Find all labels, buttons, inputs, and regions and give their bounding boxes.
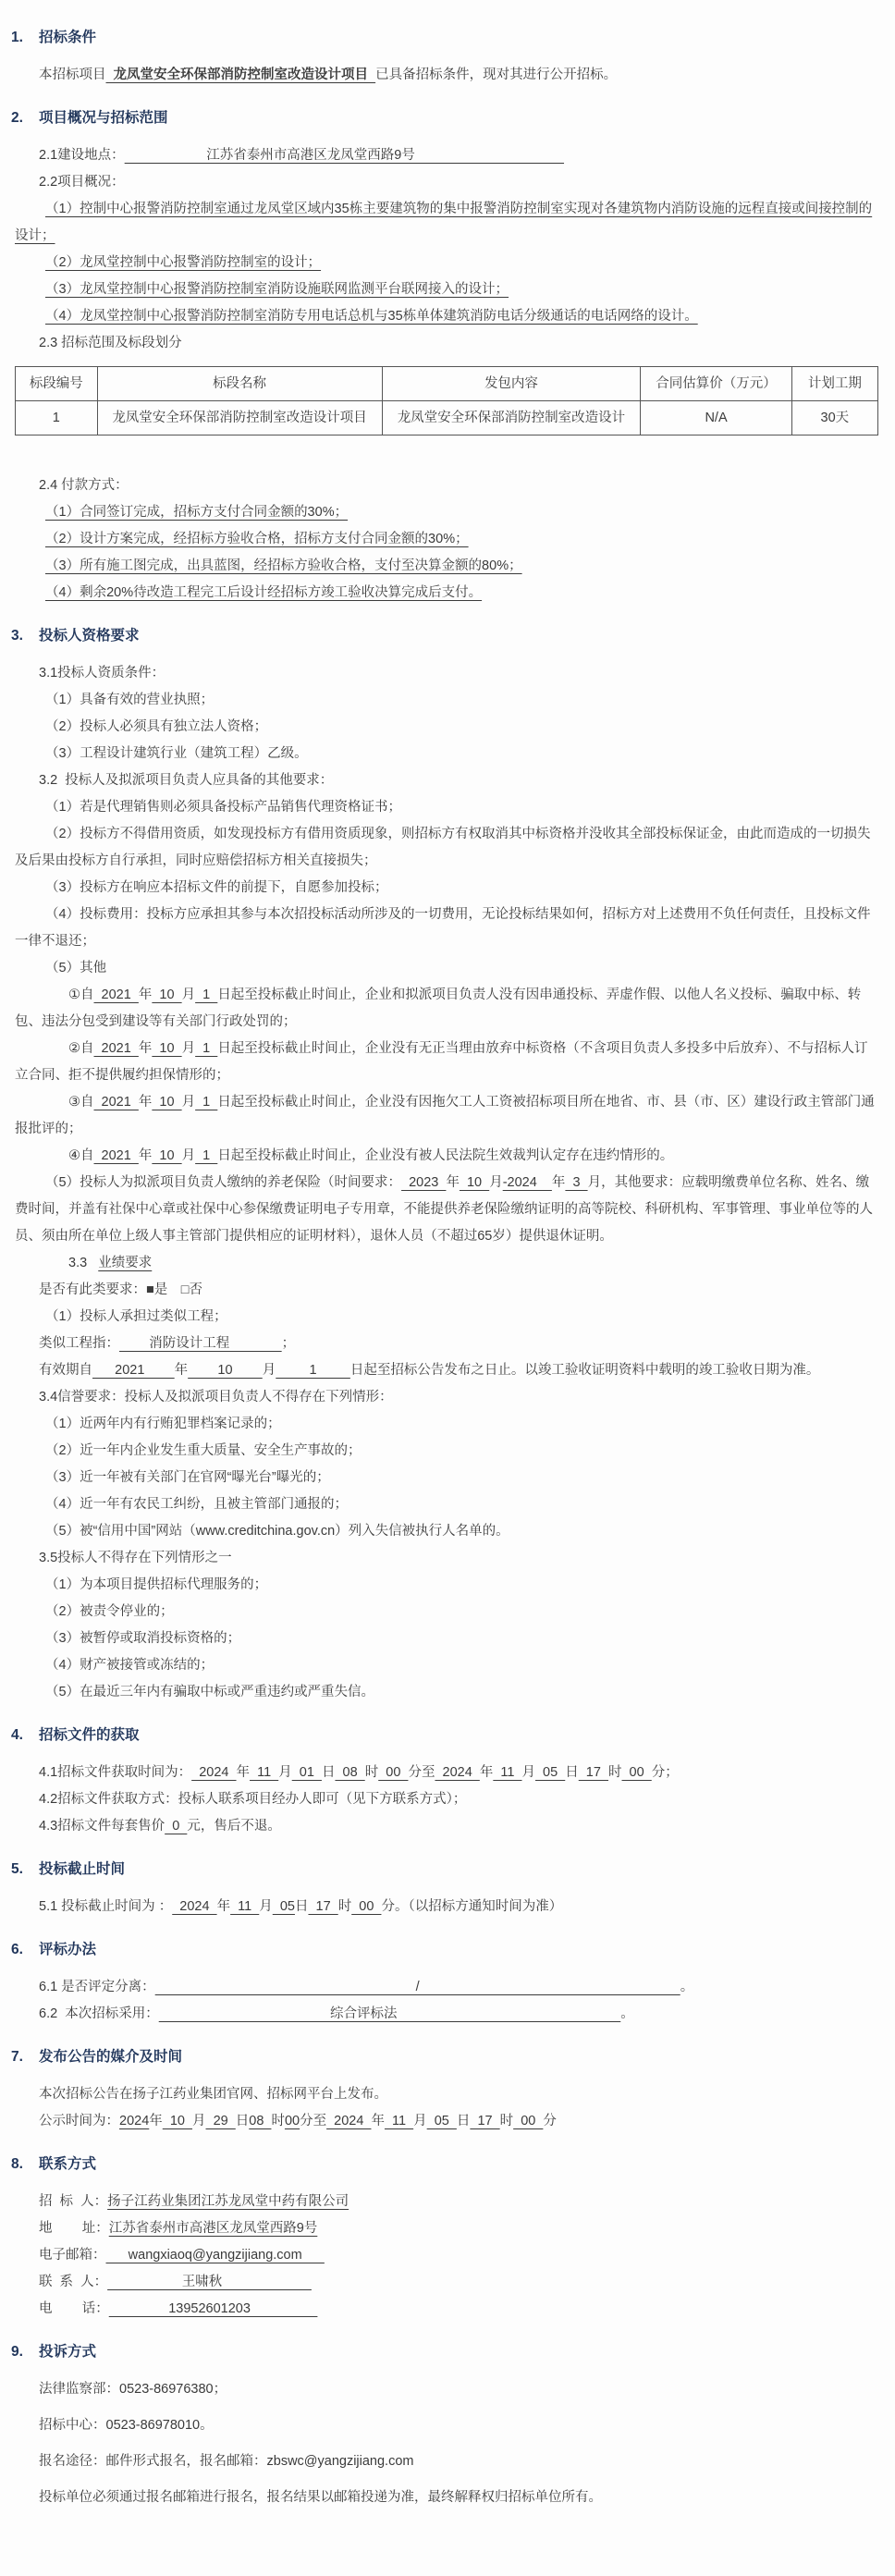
paragraph — [15, 2242, 878, 2269]
paragraph — [15, 955, 878, 982]
text-segment: （1）为本项目提供招标代理服务的； — [45, 1577, 268, 1592]
text-segment: 时 — [271, 2114, 285, 2128]
fill-in-value: 08 — [335, 1765, 365, 1780]
fill-in-value: 2024 — [119, 2114, 150, 2128]
paragraph — [15, 1974, 878, 2001]
text-segment: 3.1投标人资质条件： — [39, 666, 166, 681]
text-segment: 时 — [499, 2114, 514, 2128]
fill-in-value: 10 — [152, 987, 182, 1002]
heading-number: 1. — [11, 30, 23, 45]
fill-in-value: 2021 — [93, 1148, 139, 1163]
paragraph — [15, 1491, 878, 1518]
fill-in-value: 01 — [291, 1765, 322, 1780]
paragraph — [15, 2448, 878, 2475]
table-header-cell: 合同估算价（万元） — [641, 367, 791, 401]
fill-in-value: / — [154, 1980, 680, 1994]
table-header-cell: 发包内容 — [382, 367, 641, 401]
text-segment: 电子邮箱： — [39, 2248, 106, 2263]
text-segment: 报名途径：邮件形式报名，报名邮箱：zbswc@yangzijiang.com — [39, 2454, 414, 2469]
fill-in-value: 2024 — [191, 1765, 237, 1780]
fill-in-value: 00 — [378, 1765, 409, 1780]
paragraph — [15, 1786, 878, 1813]
text-segment: 5.1 投标截止时间为 ： — [39, 1899, 173, 1914]
fill-in-value: 05 — [426, 2114, 457, 2128]
heading-title: 投诉方式 — [39, 2344, 97, 2360]
fill-in-value: （2）龙凤堂控制中心报警消防控制室的设计； — [45, 255, 322, 270]
fill-in-value: 10 — [152, 1095, 182, 1110]
paragraph — [15, 1411, 878, 1438]
text-segment: 分； — [651, 1765, 679, 1780]
paragraph — [15, 2412, 878, 2439]
text-segment: ②自 — [68, 1041, 94, 1056]
fill-in-value: 17 — [470, 2114, 500, 2128]
paragraph — [15, 580, 878, 607]
text-segment: 时 — [608, 1765, 622, 1780]
paragraph — [15, 2189, 878, 2215]
text-segment: 年 — [138, 987, 153, 1002]
text-segment: （4）财产被接管或冻结的； — [45, 1658, 215, 1673]
heading-title: 招标文件的获取 — [39, 1727, 140, 1743]
fill-in-value: 05 — [272, 1899, 295, 1914]
text-segment: 月，其他要求：应载明缴费单位名称、姓名、缴费时间，并盖有社保中心章或社保中心参保缴费证明电子专用章，不能提供养老保险缴纳证明的高等院校、科研机构、军事管理、事业单位等的人员、须由所在单位上级人事主管部门提供相应的证明材料），退休人员（不超过65岁）提供退休证明。 — [15, 1175, 873, 1244]
fill-in-value: 08 — [249, 2114, 272, 2128]
table-cell: 1 — [16, 401, 98, 435]
paragraph — [15, 142, 878, 169]
text-segment: 3.4信誉要求：投标人及拟派项目负责人不得存在下列情形： — [39, 1390, 393, 1405]
table-header-cell: 计划工期 — [791, 367, 877, 401]
paragraph — [15, 1625, 878, 1652]
text-segment: 月 — [181, 987, 196, 1002]
text-segment: （1）若是代理销售则必须具备投标产品销售代理资格证书； — [45, 800, 402, 815]
paragraph — [15, 2484, 878, 2511]
fill-in-value: 29 — [205, 2114, 236, 2128]
paragraph — [15, 1894, 878, 1920]
text-segment: 日起至招标公告发布之日止。以竣工验收证明资料中载明的竣工验收日期为准。 — [349, 1363, 820, 1378]
text-segment: （3）工程设计建筑行业（建筑工程）乙级。 — [45, 746, 308, 761]
paragraph — [15, 1813, 878, 1840]
table-cell: N/A — [641, 401, 791, 435]
fill-in-value: 江苏省泰州市高港区龙凤堂西路9号 — [124, 148, 565, 163]
heading-number: 4. — [11, 1727, 23, 1743]
text-segment: 分至 — [300, 2114, 327, 2128]
paragraph — [15, 875, 878, 902]
text-segment: 2.1建设地点： — [39, 148, 125, 163]
text-segment: （1）近两年内有行贿犯罪档案记录的； — [45, 1417, 281, 1431]
paragraph — [15, 902, 878, 955]
fill-in-value: 1 — [195, 987, 218, 1002]
fill-in-value: （3）龙凤堂控制中心报警消防控制室消防设施联网监测平台联网接入的设计； — [45, 282, 509, 297]
text-segment: ③自 — [68, 1095, 94, 1110]
fill-in-value: 11 — [493, 1765, 522, 1780]
fill-in-value: 2021 — [92, 1363, 175, 1378]
text-segment: 年 — [138, 1095, 153, 1110]
bid-sections-table — [15, 366, 878, 435]
text-segment: 是 — [153, 1282, 181, 1297]
text-segment: 投标单位必须通过报名邮箱进行报名，报名结果以邮箱投递为准，最终解释权归招标单位所有。 — [39, 2490, 602, 2505]
fill-in-value: 1 — [195, 1148, 218, 1163]
text-segment: 电 话： — [39, 2301, 109, 2316]
text-segment: （1）具备有效的营业执照； — [45, 693, 215, 707]
text-segment: 年 — [479, 1765, 494, 1780]
text-segment: （5）在最近三年内有骗取中标或严重违约或严重失信。 — [45, 1685, 375, 1699]
table-row — [16, 401, 878, 435]
text-segment: 4.3招标文件每套售价 — [39, 1819, 166, 1834]
text-segment: 时 — [364, 1765, 379, 1780]
text-segment: 年 — [371, 2114, 385, 2128]
paragraph — [15, 2001, 878, 2028]
table-cell: 30天 — [791, 401, 877, 435]
text-segment: 日 — [565, 1765, 579, 1780]
paragraph — [15, 303, 878, 330]
fill-in-value: （4）剩余20%待改造工程完工后设计经招标方竣工验收决算完成后支付。 — [45, 585, 483, 600]
fill-in-value: 10 — [162, 2114, 193, 2128]
paragraph — [15, 767, 878, 794]
fill-in-value: （3）所有施工图完成，出具蓝图，经招标方验收合格，支付至决算金额的80%； — [45, 558, 522, 573]
text-segment: 分 — [543, 2114, 557, 2128]
heading-number: 5. — [11, 1861, 23, 1877]
text-segment: 2.4 付款方式： — [39, 478, 129, 493]
fill-in-value: 13952601203 — [108, 2301, 318, 2316]
paragraph — [15, 2108, 878, 2135]
text-segment: 时 — [337, 1899, 352, 1914]
text-segment: 招标中心：0523-86978010。 — [39, 2418, 214, 2433]
text-segment: 年 — [138, 1041, 153, 1056]
fill-in-value: （4）龙凤堂控制中心报警消防控制室消防专用电话总机与35栋单体建筑消防电话分级通话的电话网络的设计。 — [45, 309, 698, 324]
text-segment: （4）投标费用：投标方应承担其参与本次招投标活动所涉及的一切费用，无论投标结果如何，招标方对上述费用不负任何责任，且投标文件一律不退还； — [15, 907, 871, 949]
text-segment: 招 标 人： — [39, 2194, 108, 2209]
paragraph — [15, 169, 878, 196]
paragraph — [15, 1572, 878, 1599]
text-segment: 联 系 人： — [39, 2275, 108, 2289]
fill-in-value: -2024 — [502, 1175, 552, 1190]
text-segment: 元，售后不退。 — [187, 1819, 281, 1834]
fill-in-value: 2021 — [93, 987, 139, 1002]
paragraph — [15, 794, 878, 821]
text-segment: 本次招标公告在扬子江药业集团官网、招标网平台上发布。 — [39, 2087, 387, 2102]
paragraph — [15, 687, 878, 714]
fill-in-value: 2021 — [93, 1095, 139, 1110]
fill-in-value: 11 — [230, 1899, 260, 1914]
paragraph — [15, 276, 878, 303]
text-segment: 月 — [259, 1899, 273, 1914]
text-segment: 日起至投标截止时间止，企业没有无正当理由放弃中标资格（不含项目负责人多投多中后放弃）、不与招标人订立合同、拒不提供履约担保情形的； — [15, 1041, 868, 1083]
fill-in-value: 1 — [195, 1041, 218, 1056]
heading-title: 联系方式 — [39, 2156, 97, 2172]
checkbox-no-icon: □ — [180, 1282, 190, 1297]
fill-in-value: 龙凤堂安全环保部消防控制室改造设计项目 — [105, 67, 376, 82]
paragraph — [15, 2215, 878, 2242]
section-heading — [11, 2043, 878, 2070]
fill-in-value: 11 — [384, 2114, 414, 2128]
fill-in-value: （2）设计方案完成，经招标方验收合格，招标方支付合同金额的30%； — [45, 532, 469, 546]
paragraph — [15, 2296, 878, 2323]
text-segment: 年 — [446, 1175, 460, 1190]
document-body — [11, 24, 878, 2511]
paragraph — [15, 821, 878, 875]
table-header-cell: 标段编号 — [16, 367, 98, 401]
section-heading — [11, 24, 878, 51]
text-segment: 月 — [521, 1765, 535, 1780]
text-segment: 月 — [181, 1095, 196, 1110]
fill-in-value: 10 — [152, 1041, 182, 1056]
text-segment: （3）被暂停或取消投标资格的； — [45, 1631, 241, 1646]
fill-in-value: 10 — [152, 1148, 182, 1163]
heading-title: 投标截止时间 — [39, 1861, 126, 1877]
paragraph — [15, 499, 878, 526]
text-segment: 公示时间为： — [39, 2114, 119, 2128]
paragraph — [15, 1357, 878, 1384]
paragraph — [15, 1277, 878, 1304]
table-header-row — [16, 367, 878, 401]
text-segment: 3.2 投标人及拟派项目负责人应具备的其他要求： — [39, 773, 334, 788]
fill-in-value: 00 — [621, 1765, 652, 1780]
fill-in-value: 0 — [165, 1819, 188, 1834]
text-segment: 月 — [192, 2114, 206, 2128]
paragraph — [15, 62, 878, 89]
paragraph — [15, 1599, 878, 1625]
paragraph — [15, 1652, 878, 1679]
paragraph — [15, 250, 878, 276]
text-segment: 月 — [413, 2114, 427, 2128]
paragraph — [15, 714, 878, 741]
text-segment: 日 — [294, 1899, 309, 1914]
paragraph — [15, 1331, 878, 1357]
text-segment: （1）投标人承担过类似工程； — [45, 1309, 227, 1324]
fill-in-value: 扬子江药业集团江苏龙凤堂中药有限公司 — [107, 2194, 349, 2209]
fill-in-value: 3 — [565, 1175, 588, 1190]
text-segment: 日起至投标截止时间止，企业和拟派项目负责人没有因串通投标、弄虚作假、以他人名义投标、骗取中标、转包、违法分包受到建设等有关部门行政处罚的； — [15, 987, 862, 1029]
fill-in-value: 17 — [578, 1765, 608, 1780]
text-segment: （2）投标方不得借用资质，如发现投标方有借用资质现象，则招标方有权取消其中标资格并没收其全部投标保证金，由此而造成的一切损失及后果由投标方自行承担，同时应赔偿招标方相关直接损失； — [15, 827, 871, 868]
text-segment: 分。（以招标方通知时间为准） — [381, 1899, 563, 1914]
fill-in-value: 17 — [308, 1899, 338, 1914]
paragraph — [15, 1465, 878, 1491]
text-segment: 日 — [235, 2114, 250, 2128]
fill-in-value: （1）合同签订完成，招标方支付合同金额的30%； — [45, 505, 349, 520]
heading-number: 2. — [11, 110, 23, 126]
fill-in-value: 1 — [195, 1095, 218, 1110]
heading-number: 9. — [11, 2344, 23, 2360]
paragraph — [15, 1384, 878, 1411]
text-segment: 3.5投标人不得存在下列情形之一 — [39, 1551, 232, 1565]
section-heading — [11, 1936, 878, 1963]
paragraph — [15, 1545, 878, 1572]
heading-number: 8. — [11, 2156, 23, 2172]
section-heading — [11, 2338, 878, 2365]
paragraph — [15, 2376, 878, 2403]
text-segment: 6.1 是否评定分离： — [39, 1980, 155, 1994]
section-heading — [11, 2151, 878, 2177]
heading-title: 项目概况与招标范围 — [39, 110, 168, 126]
fill-in-value: 10 — [459, 1175, 490, 1190]
fill-in-value: 1 — [276, 1363, 350, 1378]
heading-title: 投标人资格要求 — [39, 628, 140, 644]
text-segment: 月 — [489, 1175, 503, 1190]
section-heading — [11, 1856, 878, 1883]
text-segment: 日 — [321, 1765, 336, 1780]
text-segment: 月 — [181, 1041, 196, 1056]
text-segment: 3.3 — [68, 1256, 99, 1270]
text-segment: 4.2招标文件获取方式：投标人联系项目经办人即可（见下方联系方式）； — [39, 1792, 467, 1807]
table-cell: 龙凤堂安全环保部消防控制室改造设计项目 — [97, 401, 382, 435]
paragraph — [15, 1036, 878, 1089]
fill-in-value: 00 — [284, 2114, 300, 2128]
text-segment: （5）被“信用中国”网站（www.creditchina.gov.cn）列入失信被执行人名单的。 — [45, 1524, 509, 1539]
text-segment: 2.2项目概况： — [39, 175, 125, 190]
fill-in-value: 2024 — [326, 2114, 372, 2128]
paragraph — [15, 1304, 878, 1331]
table-cell: 龙凤堂安全环保部消防控制室改造设计 — [382, 401, 641, 435]
table-header-cell: 标段名称 — [97, 367, 382, 401]
fill-in-value: 2021 — [93, 1041, 139, 1056]
text-segment: 月 — [262, 1363, 276, 1378]
text-segment: （3）近一年被有关部门在官网“曝光台”曝光的； — [45, 1470, 330, 1485]
fill-in-value: wangxiaoq@yangzijiang.com — [105, 2248, 325, 2263]
fill-in-value: 消防设计工程 — [119, 1336, 282, 1351]
heading-number: 7. — [11, 2049, 23, 2065]
text-segment: 法律监察部：0523-86976380； — [39, 2382, 227, 2397]
text-segment: 2.3 招标范围及标段划分 — [39, 336, 182, 350]
text-segment: ； — [281, 1336, 296, 1351]
paragraph — [15, 1250, 878, 1277]
paragraph — [15, 982, 878, 1036]
text-segment: 年 — [216, 1899, 231, 1914]
paragraph — [15, 330, 878, 357]
paragraph — [15, 1518, 878, 1545]
text-segment: 年 — [149, 2114, 163, 2128]
paragraph — [15, 2269, 878, 2296]
text-segment: 。 — [680, 1980, 694, 1994]
text-segment: （2）投标人必须具有独立法人资格； — [45, 719, 268, 734]
paragraph — [15, 553, 878, 580]
text-segment: （3）投标方在响应本招标文件的前提下，自愿参加投标； — [45, 880, 388, 895]
text-segment: 月 — [278, 1765, 292, 1780]
paragraph — [15, 660, 878, 687]
fill-in-value: 10 — [188, 1363, 263, 1378]
text-segment: 年 — [174, 1363, 189, 1378]
text-segment: 月 — [181, 1148, 196, 1163]
heading-number: 3. — [11, 628, 23, 644]
text-segment: 是否有此类要求： — [39, 1282, 146, 1297]
heading-title: 发布公告的媒介及时间 — [39, 2049, 183, 2065]
text-segment: 有效期自 — [39, 1363, 92, 1378]
fill-in-value: 综合评标法 — [158, 2006, 621, 2021]
text-segment: 日起至投标截止时间止，企业没有被人民法院生效裁判认定存在违约情形的。 — [217, 1148, 674, 1163]
fill-in-value: 11 — [250, 1765, 279, 1780]
paragraph — [15, 1760, 878, 1786]
text-segment: （2）被责令停业的； — [45, 1604, 174, 1619]
section-heading — [11, 104, 878, 131]
fill-in-value: 00 — [513, 2114, 544, 2128]
heading-number: 6. — [11, 1942, 23, 1957]
text-segment: 否 — [189, 1282, 203, 1297]
paragraph — [15, 526, 878, 553]
paragraph — [15, 472, 878, 499]
text-segment: （5）其他 — [45, 961, 107, 975]
text-segment: 4.1招标文件获取时间为： — [39, 1765, 192, 1780]
paragraph — [15, 1143, 878, 1170]
fill-in-value: （1）控制中心报警消防控制室通过龙凤堂区域内35栋主要建筑物的集中报警消防控制室实现对各建筑物内消防设施的远程直接或间接控制的设计； — [15, 202, 873, 243]
fill-in-value: 2024 — [435, 1765, 480, 1780]
fill-in-value: 2023 — [401, 1175, 447, 1190]
section-heading — [11, 622, 878, 649]
text-segment: 6.2 本次招标采用： — [39, 2006, 159, 2021]
fill-in-value: 2024 — [172, 1899, 217, 1914]
section-heading — [11, 1722, 878, 1748]
text-segment: 日起至投标截止时间止，企业没有因拖欠工人工资被招标项目所在地省、市、县（市、区）建设行政主管部门通报批评的； — [15, 1095, 875, 1136]
paragraph — [15, 1438, 878, 1465]
heading-title: 评标办法 — [39, 1942, 97, 1957]
paragraph — [15, 1170, 878, 1250]
paragraph — [15, 1679, 878, 1706]
text-segment: 类似工程指： — [39, 1336, 119, 1351]
text-segment: 。 — [620, 2006, 634, 2021]
text-segment: 年 — [551, 1175, 566, 1190]
text-segment: （5）投标人为拟派项目负责人缴纳的养老保险（时间要求： — [45, 1175, 402, 1190]
paragraph — [15, 2081, 878, 2108]
text-segment: ①自 — [68, 987, 94, 1002]
text-segment: ④自 — [68, 1148, 94, 1163]
paragraph — [15, 196, 878, 250]
fill-in-value: 业绩要求 — [98, 1256, 153, 1270]
text-segment: 日 — [456, 2114, 471, 2128]
heading-title: 招标条件 — [39, 30, 97, 45]
fill-in-value: 05 — [535, 1765, 566, 1780]
text-segment: 分至 — [408, 1765, 435, 1780]
paragraph — [15, 1089, 878, 1143]
text-segment: 年 — [138, 1148, 153, 1163]
fill-in-value: 王啸秋 — [107, 2275, 312, 2289]
text-segment: 已具备招标条件，现对其进行公开招标。 — [375, 67, 618, 82]
fill-in-value: 00 — [351, 1899, 382, 1914]
text-segment: （2）近一年内企业发生重大质量、安全生产事故的； — [45, 1443, 362, 1458]
text-segment: （4）近一年有农民工纠纷，且被主管部门通报的； — [45, 1497, 349, 1512]
text-segment: 本招标项目 — [39, 67, 106, 82]
fill-in-value: 江苏省泰州市高港区龙凤堂西路9号 — [108, 2221, 318, 2236]
paragraph — [15, 741, 878, 767]
text-segment: 年 — [236, 1765, 251, 1780]
text-segment: 地 址： — [39, 2221, 109, 2236]
checkbox-yes-checked-icon: ■ — [146, 1282, 154, 1297]
